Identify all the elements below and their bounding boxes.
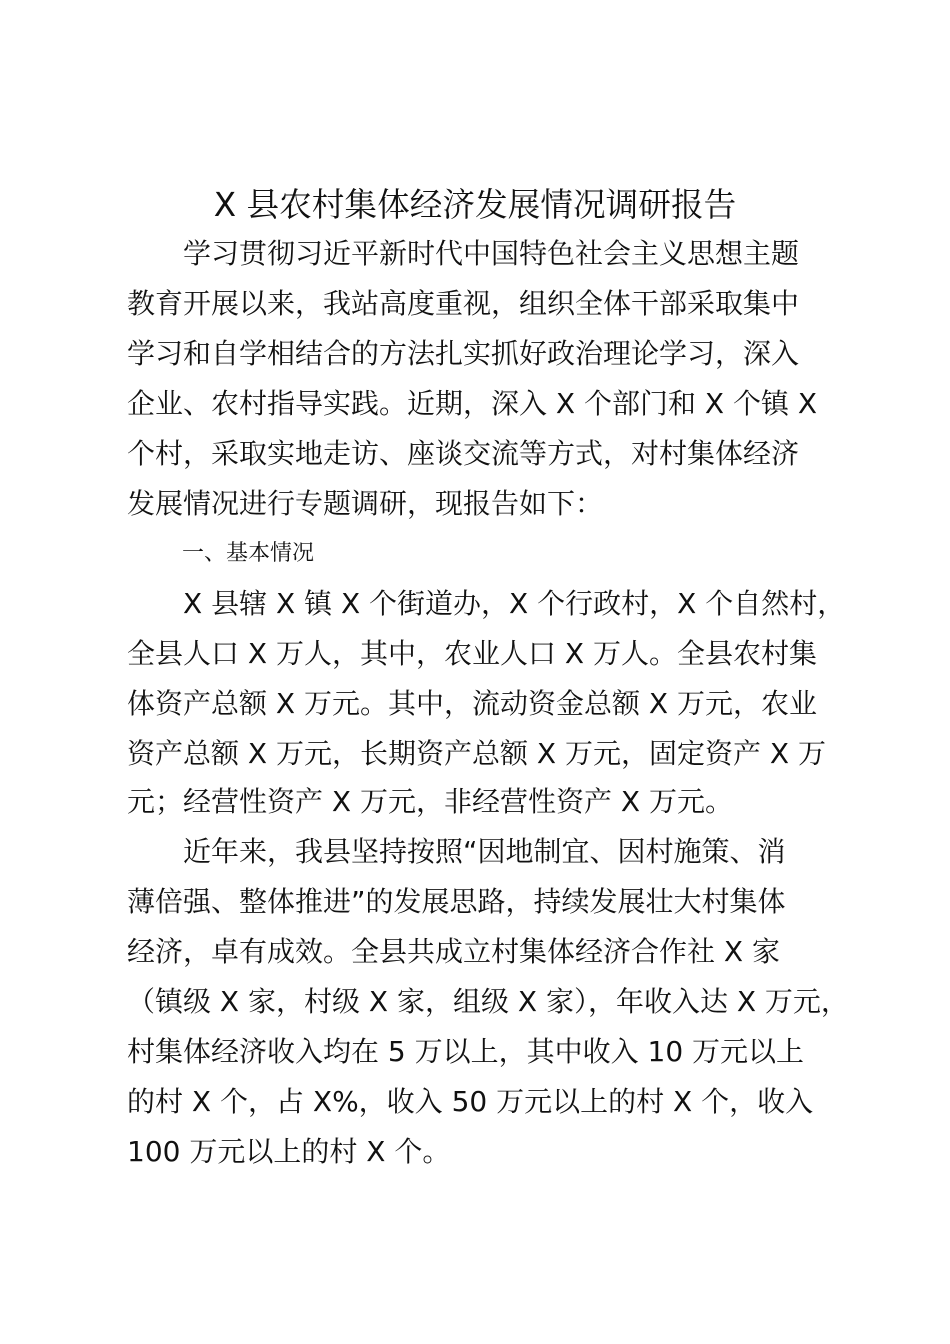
paragraph-line: （镇级 X 家，村级 X 家，组级 X 家），年收入达 X 万元， (127, 985, 849, 1018)
paragraph-line: 村集体经济收入均在 5 万以上，其中收入 10 万元以上 (127, 1035, 805, 1068)
paragraph-line: 资产总额 X 万元，长期资产总额 X 万元，固定资产 X 万 (127, 737, 826, 770)
paragraph-line: 的村 X 个，占 X%，收入 50 万元以上的村 X 个，收入 (127, 1085, 814, 1118)
paragraph-line: 近年来，我县坚持按照“因地制宜、因村施策、消 (127, 835, 786, 868)
intro-line: 个村，采取实地走访、座谈交流等方式，对村集体经济 (127, 437, 800, 470)
paragraph-line: 经济，卓有成效。全县共成立村集体经济合作社 X 家 (127, 935, 780, 968)
intro-line: 学习贯彻习近平新时代中国特色社会主义思想主题 (127, 237, 800, 270)
paragraph-line: 元；经营性资产 X 万元，非经营性资产 X 万元。 (127, 785, 733, 818)
paragraph-line: 体资产总额 X 万元。其中，流动资金总额 X 万元，农业 (127, 687, 817, 720)
intro-line: 发展情况进行专题调研，现报告如下： (127, 487, 604, 520)
intro-line: 企业、农村指导实践。近期，深入 X 个部门和 X 个镇 X (127, 387, 818, 420)
paragraph-line: 薄倍强、整体推进”的发展思路，持续发展壮大村集体 (127, 885, 786, 918)
paragraph-line: 全县人口 X 万人，其中，农业人口 X 万人。全县农村集 (127, 637, 817, 670)
paragraph-line: 100 万元以上的村 X 个。 (127, 1135, 451, 1168)
document-title: X 县农村集体经济发展情况调研报告 (213, 185, 737, 224)
paragraph-line: X 县辖 X 镇 X 个街道办，X 个行政村，X 个自然村， (127, 587, 846, 620)
section-heading: 一、基本情况 (182, 541, 315, 566)
intro-line: 教育开展以来，我站高度重视，组织全体干部采取集中 (127, 287, 800, 320)
intro-line: 学习和自学相结合的方法扎实抓好政治理论学习，深入 (127, 337, 800, 370)
